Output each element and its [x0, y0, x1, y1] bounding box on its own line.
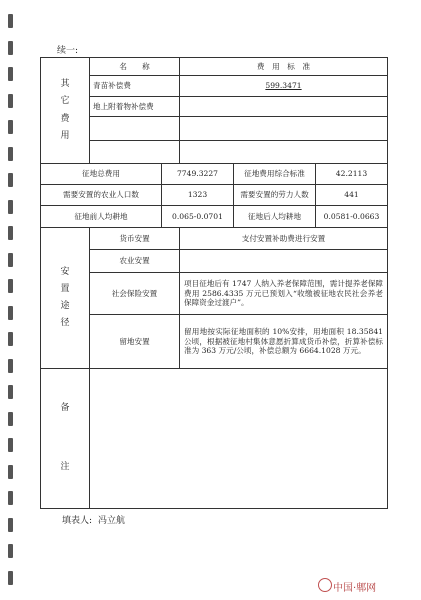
combined-standard-value: 42.2113	[316, 164, 388, 185]
binding-hole	[8, 465, 13, 479]
binding-hole	[8, 200, 13, 214]
binding-hole	[8, 14, 13, 28]
fee-value-cell	[180, 97, 388, 117]
filler-label: 填表人:	[62, 516, 93, 526]
col-header-standard: 费 用 标 准	[180, 58, 388, 76]
watermark-logo-icon	[318, 578, 332, 592]
fee-name-cell	[90, 141, 180, 164]
farmland-after-value: 0.0581-0.0663	[316, 206, 388, 228]
binding-hole	[8, 571, 13, 585]
land-acquisition-form	[40, 57, 388, 509]
binding-hole	[8, 253, 13, 267]
remarks-content	[90, 369, 388, 509]
farmland-before-value: 0.065-0.0701	[162, 206, 234, 228]
binding-hole	[8, 120, 13, 134]
resettlement-method-name: 农业安置	[90, 250, 180, 273]
binding-hole	[8, 332, 13, 346]
agri-population-label: 需要安置的农业人口数	[41, 185, 162, 206]
fee-name-cell	[90, 117, 180, 141]
binding-hole	[8, 226, 13, 240]
binding-hole	[8, 94, 13, 108]
agri-population-value: 1323	[162, 185, 234, 206]
form-filler	[62, 513, 125, 526]
resettlement-method-desc: 留用地按实际征地面积的 10%安排，用地面积 18.35841 公顷，根据被征地村集体意愿折算成货币补偿，折算补偿标准为 363 万元/公顷，补偿总额为 6664.1028 万元。	[180, 315, 388, 369]
binding-hole	[8, 279, 13, 293]
resettlement-method-name: 社会保险安置	[90, 273, 180, 315]
total-fee-value: 7749.3227	[162, 164, 234, 185]
fee-name-cell: 青苗补偿费	[90, 76, 180, 97]
fee-value-cell: 599.3471	[180, 76, 388, 97]
resettlement-section-label: 安 置 途 径	[41, 228, 90, 369]
binding-hole	[8, 412, 13, 426]
continuation-label: 续一:	[57, 46, 79, 56]
farmland-after-label: 征地后人均耕地	[234, 206, 316, 228]
col-header-name: 名 称	[90, 58, 180, 76]
remarks-label: 备 注	[41, 369, 90, 509]
fee-value-cell	[180, 141, 388, 164]
resettlement-method-desc: 支付安置补助费进行安置	[180, 228, 388, 250]
labor-count-label: 需要安置的劳力人数	[234, 185, 316, 206]
binding-holes	[6, 6, 18, 594]
other-fees-section-label: 其 它 费 用	[41, 58, 90, 164]
fee-name-cell: 地上附着物补偿费	[90, 97, 180, 117]
fee-value-cell	[180, 117, 388, 141]
total-fee-label: 征地总费用	[41, 164, 162, 185]
resettlement-method-name: 留地安置	[90, 315, 180, 369]
binding-hole	[8, 41, 13, 55]
resettlement-method-desc	[180, 250, 388, 273]
binding-hole	[8, 67, 13, 81]
binding-hole	[8, 438, 13, 452]
resettlement-method-name: 货币安置	[90, 228, 180, 250]
labor-count-value: 441	[316, 185, 388, 206]
binding-hole	[8, 306, 13, 320]
binding-hole	[8, 544, 13, 558]
binding-hole	[8, 359, 13, 373]
binding-hole	[8, 173, 13, 187]
filler-name: 冯立航	[98, 516, 126, 526]
binding-hole	[8, 147, 13, 161]
binding-hole	[8, 518, 13, 532]
binding-hole	[8, 385, 13, 399]
binding-hole	[8, 491, 13, 505]
resettlement-method-desc: 项目征地后有 1747 人纳入养老保障范围，需计提养老保障费用 2586.4335 万元已预划入“收缴被征地农民社会养老保障资金过渡户”。	[180, 273, 388, 315]
combined-standard-label: 征地费用综合标准	[234, 164, 316, 185]
farmland-before-label: 征地前人均耕地	[41, 206, 162, 228]
watermark: 中国·郫网	[333, 583, 377, 594]
